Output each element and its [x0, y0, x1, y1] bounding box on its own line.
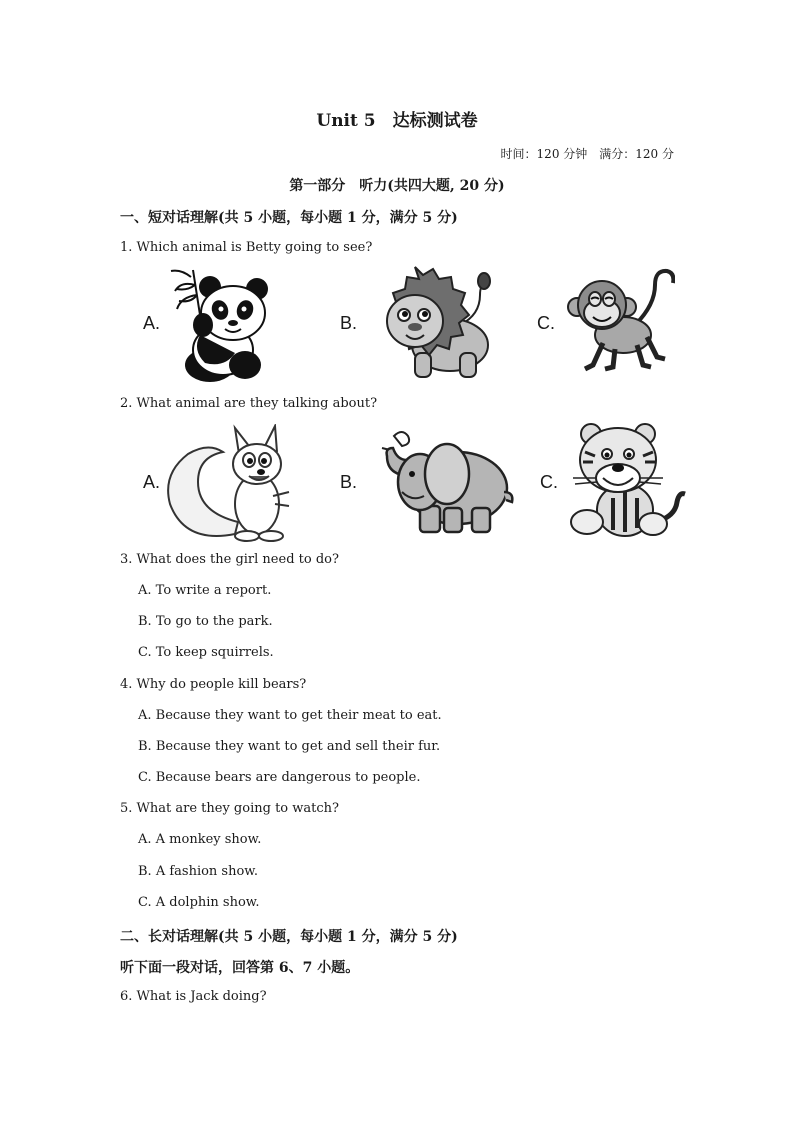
option-a: A. To write a report. [138, 583, 272, 598]
elephant-icon [372, 426, 517, 538]
section-title: 一、短对话理解(共 5 小题，每小题 1 分，满分 5 分) [120, 210, 458, 226]
option-b: B. Because they want to get and sell their fur. [138, 739, 441, 754]
option-b-label: B. [340, 472, 358, 492]
squirrel-icon [165, 424, 290, 542]
part-title: 第一部分 听力(共四大题, 20 分) [289, 178, 505, 194]
question-3: 3. What does the girl need to do? [120, 552, 339, 567]
option-a: A. Because they want to get their meat to eat. [138, 708, 442, 723]
question-6: 6. What is Jack doing? [120, 989, 267, 1004]
option-c-label: C. [540, 472, 558, 492]
lion-icon [360, 265, 495, 383]
section-instruction: 听下面一段对话，回答第 6、7 小题。 [120, 960, 360, 976]
option-b: B. A fashion show. [138, 864, 259, 879]
option-a-label: A. [143, 313, 161, 333]
question-2: 2. What animal are they talking about? [120, 396, 378, 411]
panda-icon [165, 265, 280, 385]
page-title: Unit 5 达标测试卷 [316, 111, 478, 131]
question-5: 5. What are they going to watch? [120, 801, 339, 816]
option-c: C. Because bears are dangerous to people. [138, 770, 421, 785]
monkey-icon [565, 265, 675, 375]
exam-meta: 时间：120 分钟 满分：120 分 [500, 147, 674, 161]
option-a-label: A. [143, 472, 161, 492]
question-1: 1. Which animal is Betty going to see? [120, 240, 373, 255]
section-title: 二、长对话理解(共 5 小题，每小题 1 分，满分 5 分) [120, 929, 458, 945]
question-4: 4. Why do people kill bears? [120, 677, 307, 692]
option-a: A. A monkey show. [138, 832, 262, 847]
option-c: C. To keep squirrels. [138, 645, 274, 660]
option-b-label: B. [340, 313, 358, 333]
option-c-label: C. [537, 313, 555, 333]
option-c: C. A dolphin show. [138, 895, 260, 910]
tiger-icon [565, 422, 690, 540]
option-b: B. To go to the park. [138, 614, 273, 629]
